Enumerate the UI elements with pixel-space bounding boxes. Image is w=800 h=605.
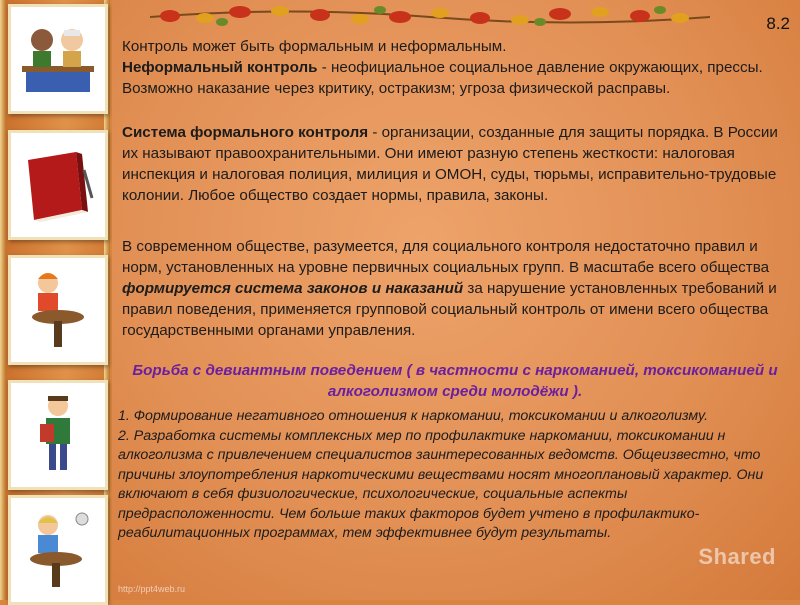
informal-control-text: - неофициальное социальное давление окружающих, прессы. Возможно наказание через критику, остракизм; угроза физической расправы. <box>122 59 763 97</box>
clipart-card-girl <box>8 255 108 365</box>
formal-control-paragraph <box>122 122 782 206</box>
boy-with-books-icon <box>18 390 98 480</box>
modern-emphasis: формируется система законов и наказаний <box>122 280 464 297</box>
clipart-card-children <box>8 4 108 114</box>
list-item: 1. Формирование негативного отношения к наркомании, токсикомании и алкоголизму. <box>118 408 709 424</box>
footer-url: http://ppt4web.ru <box>118 584 186 594</box>
formal-control-text: - организации, созданные для защиты порядка. В России их называют правоохранительными. Они имеют разную степень жесткости: налоговая инспекция и налоговая полиция, милиция и ОМОН, суды, тюрьмы, исправительно-трудовые колонии. Любое общество создает нормы, правила, законы. <box>122 124 778 204</box>
modern-text-after: за нарушение установленных требований и правил поведения, применяется групповой социальный контроль от имени всего общества государственными органами управления. <box>122 280 777 339</box>
red-book-icon <box>18 140 98 230</box>
autumn-leaves-garland-icon <box>150 2 710 32</box>
clipart-card-boy <box>8 380 108 490</box>
pupil-at-desk-icon <box>18 505 98 595</box>
sidebar-stripe <box>0 0 6 600</box>
intro-paragraph <box>122 36 782 57</box>
clipart-card-pupil <box>8 495 108 605</box>
list-item: 2. Разработка системы комплексных мер по профилактике наркомании, токсикомании н алкоголизма с привлечением специалистов заинтересованных ведомств. Общеизвестно, что причины злоупотребления наркотическими веществами носят многоплановый характер. Они включают в себя физиологические, психологические, социальные аспекты предрасположенности. Чем больше таких факторов будет учтено в профилактико-реабилитационных программах, тем эффективнее будут результаты. <box>118 427 764 541</box>
modern-text-before: В современном обществе, разумеется, для социального контроля недостаточно правил и норм, установленных на уровне первичных социальных групп. В масштабе всего общества <box>122 238 770 276</box>
watermark: Shared <box>698 544 776 569</box>
measures-list <box>118 407 788 544</box>
intro-text: Контроль может быть формальным и неформальным. <box>122 38 507 55</box>
informal-control-paragraph <box>122 57 782 99</box>
informal-control-term: Неформальный контроль <box>122 59 318 76</box>
section-heading: Борьба с девиантным поведением ( в частности с наркоманией, токсикоманией и алкоголизмом среди молодёжи ). <box>132 362 778 400</box>
girl-at-desk-icon <box>18 265 98 355</box>
children-at-desk-icon <box>18 14 98 104</box>
modern-society-paragraph <box>122 236 794 341</box>
left-sidebar <box>0 0 110 600</box>
clipart-card-book <box>8 130 108 240</box>
slide-number: 8.2 <box>766 14 790 33</box>
formal-control-term: Система формального контроля <box>122 124 369 141</box>
